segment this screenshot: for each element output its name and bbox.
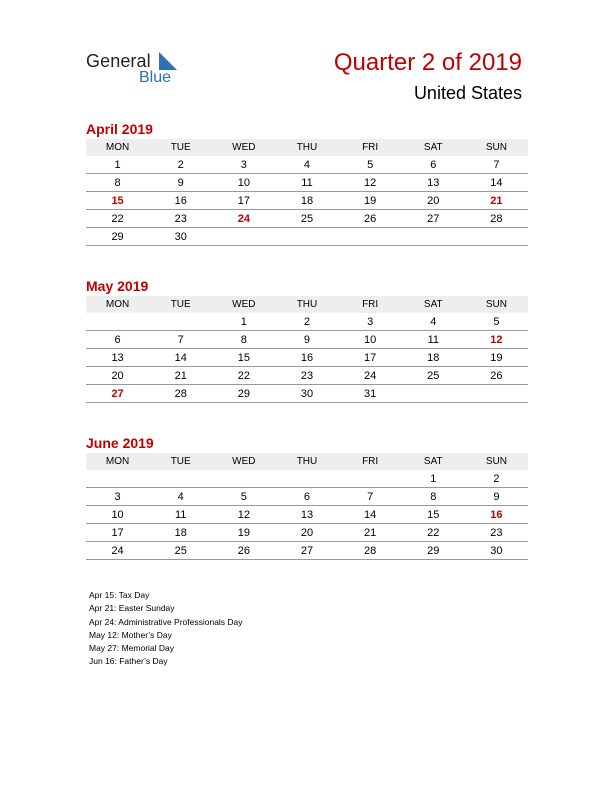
weekday-header: SAT (402, 453, 465, 470)
week-row (86, 156, 528, 174)
day-cell: 13 (86, 349, 149, 367)
calendar-month-june (86, 435, 528, 560)
day-cell: 9 (149, 174, 212, 192)
day-cell: 27 (86, 385, 149, 403)
day-cell: 2 (275, 313, 338, 331)
day-cell: 28 (149, 385, 212, 403)
day-cell: 9 (275, 331, 338, 349)
day-cell: 18 (149, 524, 212, 542)
day-cell: 4 (402, 313, 465, 331)
holiday-note: Apr 21: Easter Sunday (89, 603, 175, 614)
day-cell: 4 (149, 488, 212, 506)
day-cell (465, 228, 528, 246)
weekday-header: WED (212, 296, 275, 313)
day-cell: 8 (402, 488, 465, 506)
country-name: United States (413, 83, 522, 103)
day-cell: 17 (86, 524, 149, 542)
day-cell: 18 (275, 192, 338, 210)
day-cell (149, 313, 212, 331)
calendar-month-may (86, 278, 528, 403)
day-cell: 29 (402, 542, 465, 560)
day-cell: 19 (465, 349, 528, 367)
day-cell (149, 470, 212, 488)
day-cell: 3 (212, 156, 275, 174)
page-title: Quarter 2 of 2019 (333, 49, 522, 76)
week-row (86, 349, 528, 367)
day-cell: 2 (149, 156, 212, 174)
weekday-header: WED (212, 139, 275, 156)
day-cell: 17 (339, 349, 402, 367)
weekday-header: TUE (149, 139, 212, 156)
week-row (86, 210, 528, 228)
day-cell: 8 (212, 331, 275, 349)
day-cell: 25 (402, 367, 465, 385)
day-cell: 24 (339, 367, 402, 385)
day-cell: 11 (275, 174, 338, 192)
logo-triangle-icon (159, 52, 177, 70)
weekday-header: SUN (465, 453, 528, 470)
week-row (86, 524, 528, 542)
day-cell: 19 (212, 524, 275, 542)
day-cell (402, 228, 465, 246)
day-cell: 6 (275, 488, 338, 506)
day-cell: 26 (212, 542, 275, 560)
calendar-month-april (86, 121, 528, 246)
day-cell: 20 (275, 524, 338, 542)
week-row (86, 174, 528, 192)
month-grid (86, 453, 528, 560)
day-cell: 10 (339, 331, 402, 349)
day-cell (212, 470, 275, 488)
day-cell: 16 (275, 349, 338, 367)
day-cell: 30 (465, 542, 528, 560)
day-cell (275, 470, 338, 488)
weekday-header: FRI (339, 139, 402, 156)
month-title: May 2019 (86, 278, 149, 294)
day-cell: 17 (212, 192, 275, 210)
week-row (86, 506, 528, 524)
day-cell: 28 (465, 210, 528, 228)
day-cell: 15 (402, 506, 465, 524)
week-row (86, 313, 528, 331)
day-cell: 31 (339, 385, 402, 403)
holiday-note: Apr 15: Tax Day (89, 590, 150, 600)
day-cell (339, 228, 402, 246)
logo-blue-text: Blue (139, 69, 172, 86)
day-cell: 27 (275, 542, 338, 560)
day-cell: 4 (275, 156, 338, 174)
day-cell: 5 (212, 488, 275, 506)
logo-general-text: General (86, 51, 151, 71)
day-cell: 14 (465, 174, 528, 192)
weekday-header: THU (275, 296, 338, 313)
week-row (86, 385, 528, 403)
day-cell: 7 (149, 331, 212, 349)
day-cell: 25 (149, 542, 212, 560)
weekday-header: FRI (339, 296, 402, 313)
day-cell: 20 (402, 192, 465, 210)
week-row (86, 367, 528, 385)
day-cell: 10 (86, 506, 149, 524)
day-cell: 12 (339, 174, 402, 192)
weekday-header: SAT (402, 296, 465, 313)
weekday-header: SUN (465, 296, 528, 313)
day-cell: 6 (402, 156, 465, 174)
day-cell: 28 (339, 542, 402, 560)
day-cell: 2 (465, 470, 528, 488)
day-cell: 26 (339, 210, 402, 228)
generalblue-logo (86, 50, 196, 90)
week-row (86, 470, 528, 488)
holiday-note: May 27: Memorial Day (89, 643, 175, 654)
day-cell: 1 (402, 470, 465, 488)
day-cell (275, 228, 338, 246)
day-cell: 22 (212, 367, 275, 385)
day-cell (339, 470, 402, 488)
day-cell: 16 (465, 506, 528, 524)
day-cell: 14 (339, 506, 402, 524)
day-cell: 10 (212, 174, 275, 192)
weekday-header: TUE (149, 296, 212, 313)
weekday-header: MON (86, 296, 149, 313)
day-cell: 29 (212, 385, 275, 403)
day-cell: 15 (212, 349, 275, 367)
day-cell: 13 (275, 506, 338, 524)
day-cell: 23 (149, 210, 212, 228)
day-cell: 16 (149, 192, 212, 210)
day-cell: 1 (86, 156, 149, 174)
day-cell (86, 313, 149, 331)
day-cell (465, 385, 528, 403)
day-cell: 22 (402, 524, 465, 542)
day-cell: 27 (402, 210, 465, 228)
weekday-header: THU (275, 139, 338, 156)
week-row (86, 488, 528, 506)
day-cell: 23 (465, 524, 528, 542)
day-cell: 21 (465, 192, 528, 210)
week-row (86, 192, 528, 210)
day-cell: 11 (402, 331, 465, 349)
day-cell: 3 (339, 313, 402, 331)
week-row (86, 542, 528, 560)
day-cell: 23 (275, 367, 338, 385)
weekday-header: SUN (465, 139, 528, 156)
month-title: June 2019 (86, 435, 154, 451)
day-cell (212, 228, 275, 246)
holiday-note: Jun 16: Father’s Day (89, 656, 168, 667)
day-cell: 30 (275, 385, 338, 403)
day-cell: 9 (465, 488, 528, 506)
weekday-header: MON (86, 453, 149, 470)
day-cell: 24 (86, 542, 149, 560)
day-cell: 3 (86, 488, 149, 506)
weekday-header: FRI (339, 453, 402, 470)
holiday-list (89, 589, 243, 669)
month-grid (86, 296, 528, 403)
day-cell: 25 (275, 210, 338, 228)
day-cell: 7 (339, 488, 402, 506)
holiday-note: May 12: Mother’s Day (89, 629, 172, 640)
week-row (86, 331, 528, 349)
weekday-header: WED (212, 453, 275, 470)
holiday-note: Apr 24: Administrative Professionals Day (89, 616, 243, 627)
day-cell: 21 (339, 524, 402, 542)
day-cell: 5 (339, 156, 402, 174)
day-cell: 18 (402, 349, 465, 367)
day-cell: 5 (465, 313, 528, 331)
day-cell: 21 (149, 367, 212, 385)
day-cell: 15 (86, 192, 149, 210)
day-cell: 24 (212, 210, 275, 228)
day-cell: 12 (465, 331, 528, 349)
month-grid (86, 139, 528, 246)
day-cell: 30 (149, 228, 212, 246)
weekday-header: MON (86, 139, 149, 156)
day-cell: 11 (149, 506, 212, 524)
day-cell (86, 470, 149, 488)
month-title: April 2019 (86, 121, 153, 137)
day-cell: 1 (212, 313, 275, 331)
day-cell: 7 (465, 156, 528, 174)
day-cell (402, 385, 465, 403)
day-cell: 22 (86, 210, 149, 228)
day-cell: 26 (465, 367, 528, 385)
day-cell: 19 (339, 192, 402, 210)
weekday-header: SAT (402, 139, 465, 156)
weekday-header: TUE (149, 453, 212, 470)
day-cell: 29 (86, 228, 149, 246)
day-cell: 14 (149, 349, 212, 367)
week-row (86, 228, 528, 246)
day-cell: 20 (86, 367, 149, 385)
day-cell: 6 (86, 331, 149, 349)
day-cell: 13 (402, 174, 465, 192)
day-cell: 8 (86, 174, 149, 192)
weekday-header: THU (275, 453, 338, 470)
day-cell: 12 (212, 506, 275, 524)
